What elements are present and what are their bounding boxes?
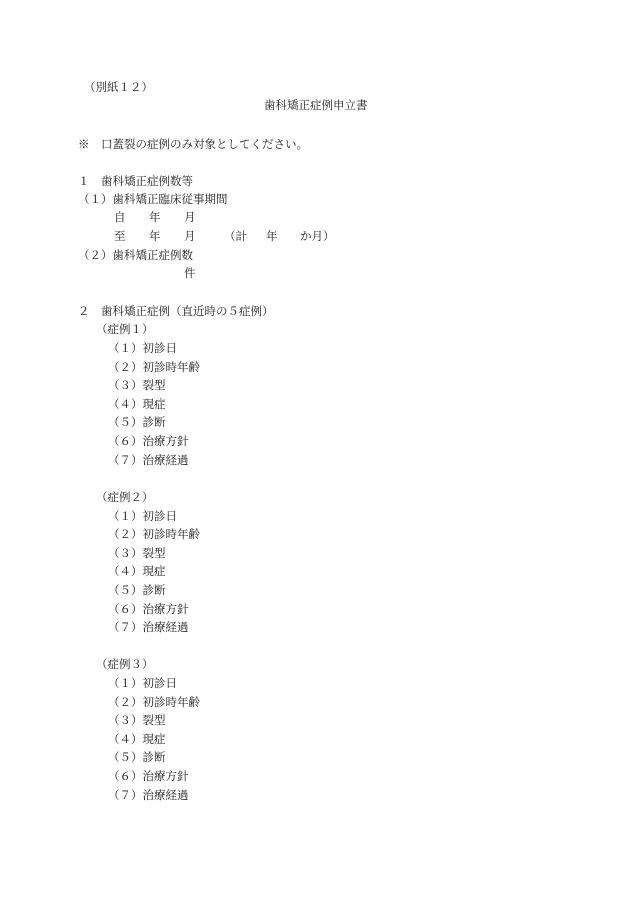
case-3-item-treatment-progress: （７）治療経過 [108,788,189,802]
case-3-item-first-visit-date: （１）初診日 [108,676,177,690]
case-1-label: （症例１） [96,322,154,336]
period-total-month: か月） [300,229,335,243]
case-3-item-age-at-first-visit: （２）初診時年齢 [108,695,200,709]
period-from-year: 年 [149,210,161,224]
case-3-label: （症例３） [96,657,154,671]
period-from-prefix: 自 [114,210,126,224]
case-2-item-cleft-type: （３）裂型 [108,546,166,560]
period-to-year: 年 [149,229,161,243]
case-3-item-cleft-type: （３）裂型 [108,713,166,727]
case-2-item-age-at-first-visit: （２）初診時年齢 [108,527,200,541]
case-count-unit: 件 [184,266,196,280]
target-note: ※ 口蓋裂の症例のみ対象としてください。 [78,137,308,151]
case-1-item-treatment-progress: （７）治療経過 [108,453,189,467]
period-to-month: 月 [184,229,196,243]
period-from-row [0,212,630,226]
period-total-year: 年 [266,229,278,243]
case-2-item-first-visit-date: （１）初診日 [108,509,177,523]
case-3-item-treatment-plan: （６）治療方針 [108,769,189,783]
section2-heading: ２ 歯科矯正症例（直近時の５症例） [78,304,274,318]
period-total-open: （計 [224,229,247,243]
case-1-item-age-at-first-visit: （２）初診時年齢 [108,360,200,374]
period-to-row [0,231,630,245]
document-title: 歯科矯正症例申立書 [264,98,368,112]
section1-heading: １ 歯科矯正症例数等 [78,174,193,188]
case-1-item-cleft-type: （３）裂型 [108,378,166,392]
item-practice-period-label: （１）歯科矯正臨床従事期間 [78,192,228,206]
case-2-item-treatment-progress: （７）治療経過 [108,620,189,634]
item-case-count-label: （２）歯科矯正症例数 [78,248,193,262]
case-3-item-present-condition: （４）現症 [108,732,166,746]
case-2-item-diagnosis: （５）診断 [108,583,166,597]
period-from-month: 月 [184,210,196,224]
case-2-label: （症例２） [96,490,154,504]
case-1-item-treatment-plan: （６）治療方針 [108,434,189,448]
case-1-item-first-visit-date: （１）初診日 [108,341,177,355]
case-3-item-diagnosis: （５）診断 [108,750,166,764]
case-2-item-present-condition: （４）現症 [108,564,166,578]
case-2-item-treatment-plan: （６）治療方針 [108,602,189,616]
attachment-label: （別紙１２） [84,80,153,94]
period-to-prefix: 至 [114,229,126,243]
case-1-item-present-condition: （４）現症 [108,397,166,411]
case-1-item-diagnosis: （５）診断 [108,415,166,429]
